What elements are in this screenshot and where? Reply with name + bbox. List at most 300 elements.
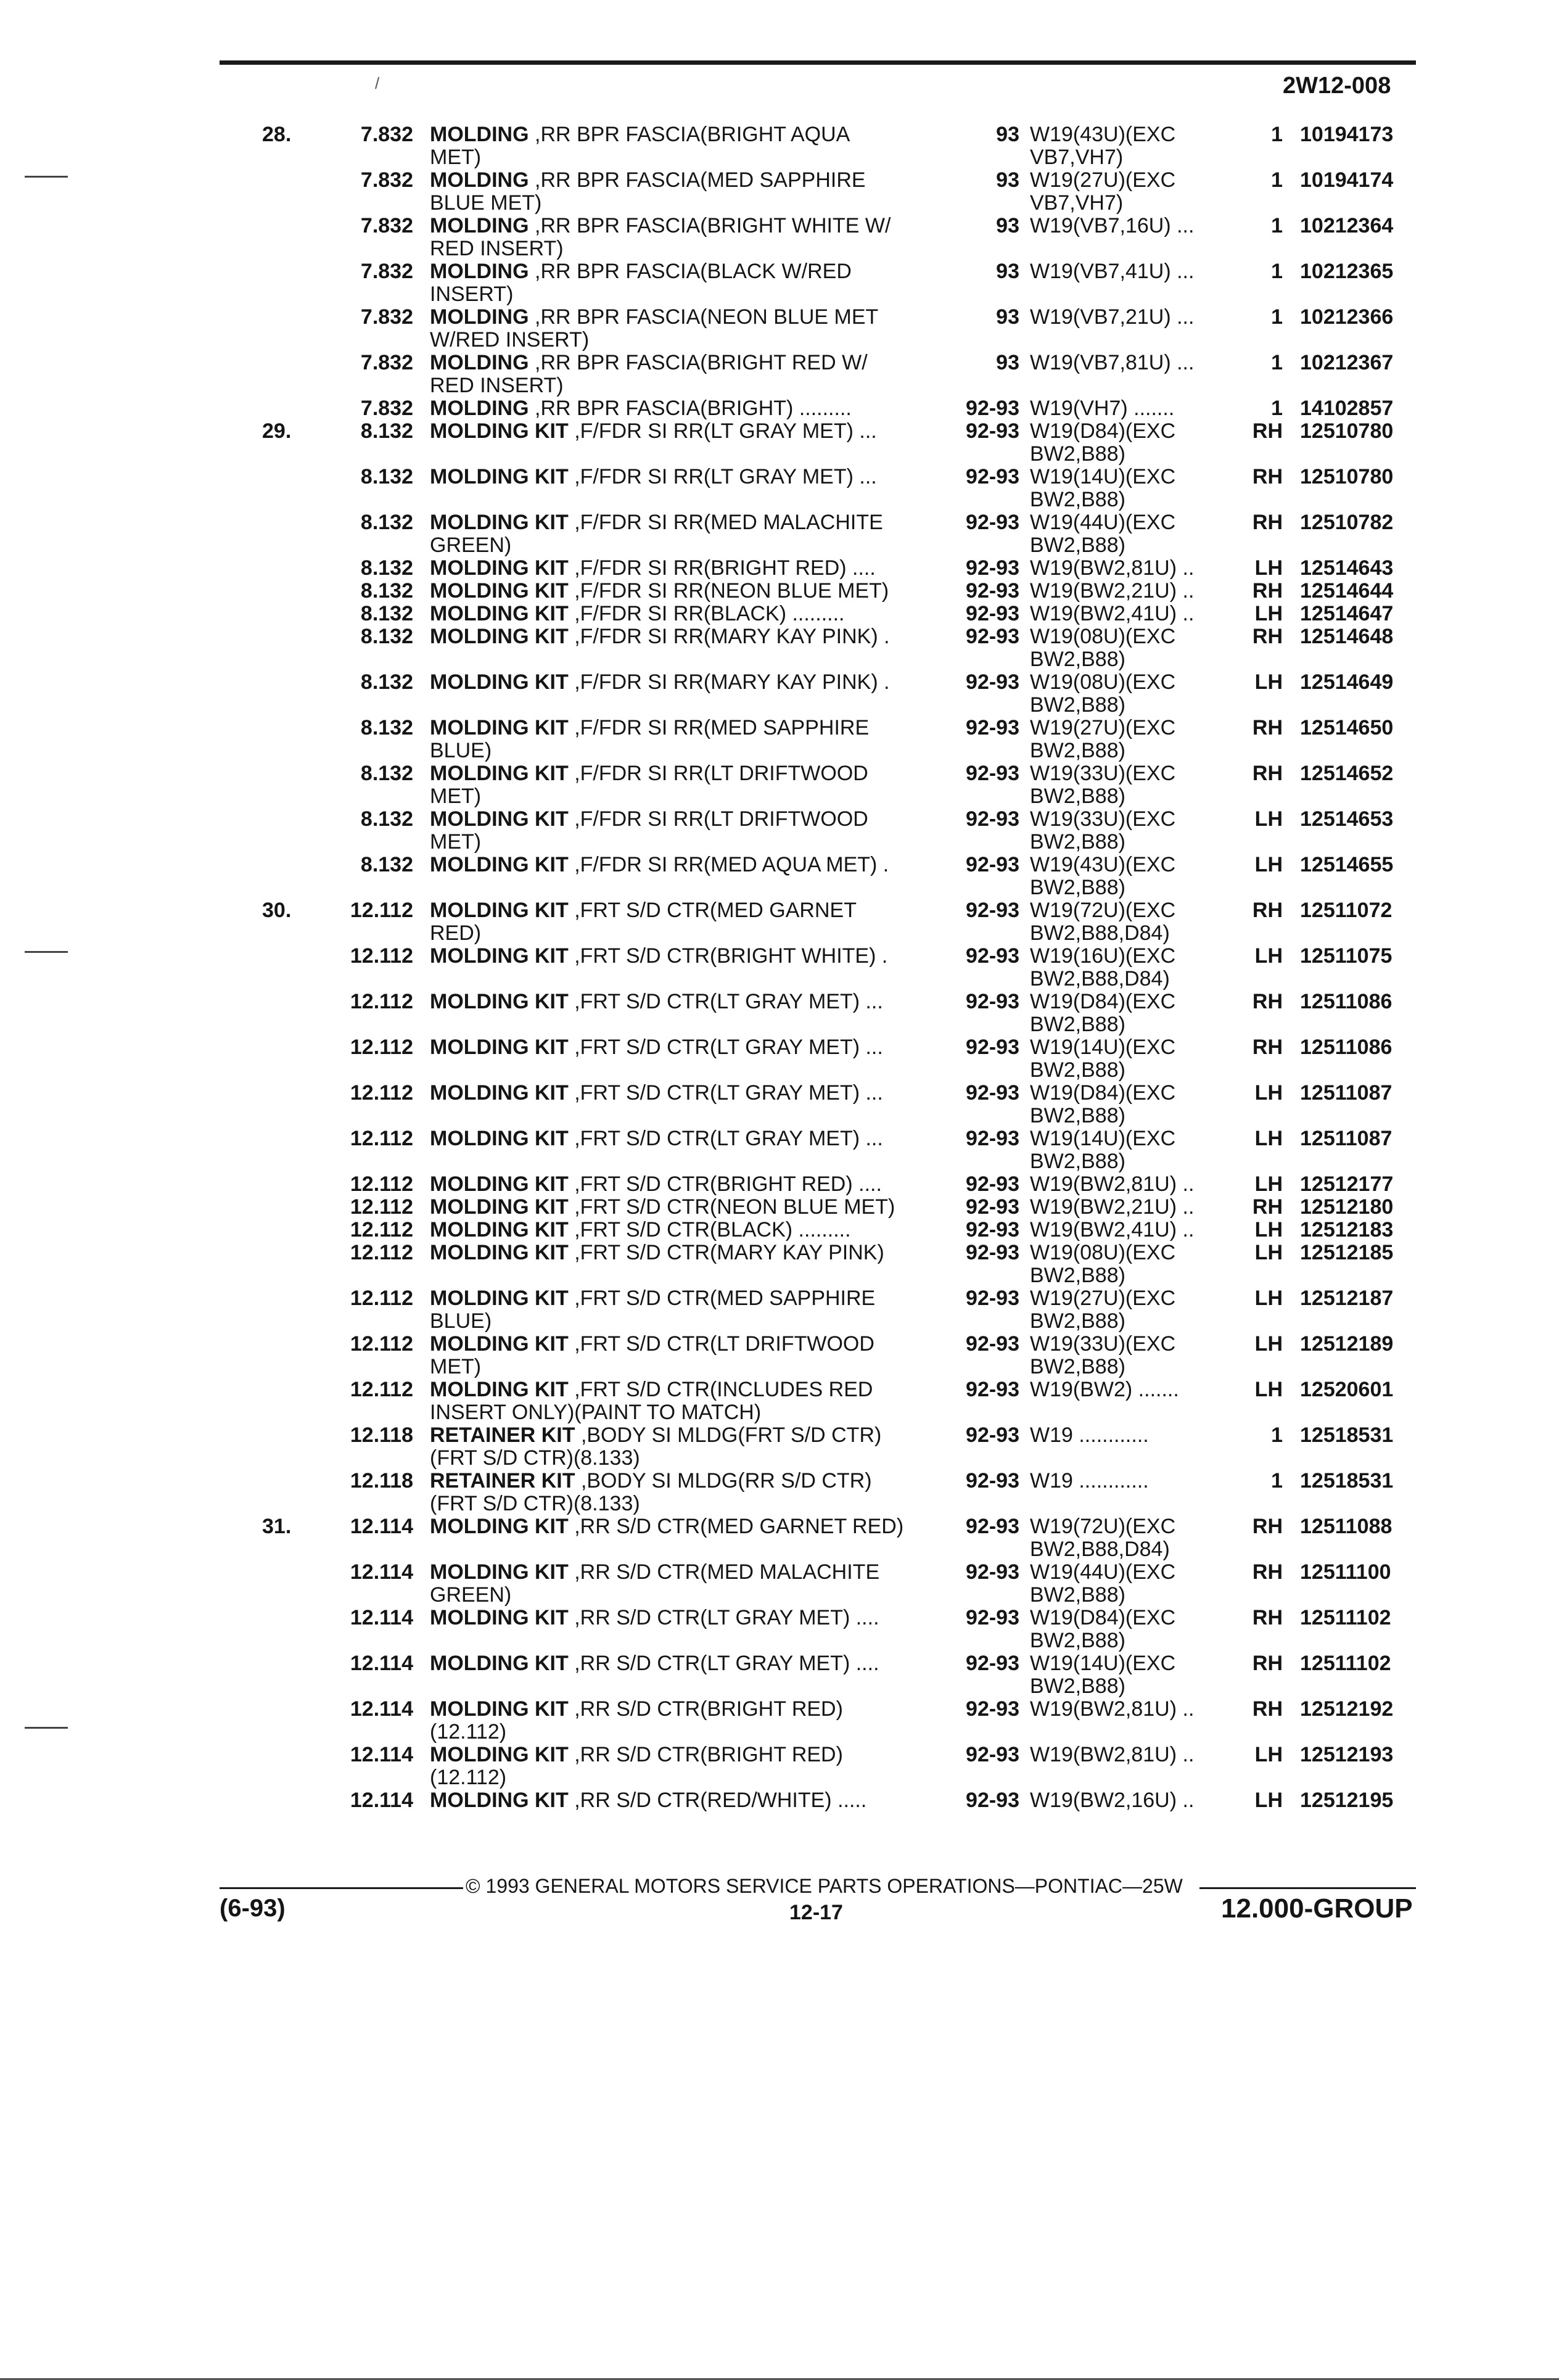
illustration-ref: 12.114 <box>350 1560 413 1584</box>
part-description <box>430 625 923 648</box>
part-description <box>430 352 923 397</box>
part-name: MOLDING KIT <box>430 625 569 648</box>
quantity: LH <box>1254 556 1283 580</box>
illustration-ref: 12.112 <box>350 1218 413 1241</box>
part-detail: ,RR S/D CTR(BRIGHT RED) (12.112) <box>430 1743 843 1789</box>
quantity: LH <box>1254 1287 1283 1310</box>
part-detail: ,FRT S/D CTR(INCLUDES RED INSERT ONLY)(PAINT TO MATCH) <box>430 1378 873 1424</box>
part-description <box>430 990 923 1013</box>
quantity: LH <box>1254 807 1283 831</box>
part-number: 12514652 <box>1300 762 1394 785</box>
part-detail: ,FRT S/D CTR(LT GRAY MET) ... <box>574 1081 883 1105</box>
illustration-ref: 12.112 <box>350 1241 413 1264</box>
part-number: 12514653 <box>1300 807 1394 831</box>
part-description <box>430 1333 923 1378</box>
table-row <box>0 899 1559 945</box>
quantity: LH <box>1254 1789 1283 1812</box>
parts-list <box>0 123 1559 1812</box>
part-detail: ,FRT S/D CTR(MED GARNET RED) <box>430 899 857 945</box>
footer-rule-right <box>1199 1887 1416 1889</box>
model-years: 92-93 <box>966 397 1019 420</box>
part-description <box>430 1127 923 1150</box>
part-detail: ,RR S/D CTR(MED MALACHITE GREEN) <box>430 1560 880 1607</box>
part-number: 12514643 <box>1300 556 1394 580</box>
table-row <box>0 1515 1559 1561</box>
table-row <box>0 1082 1559 1127</box>
application: W19(72U)(EXC BW2,B88,D84) <box>1030 1515 1176 1561</box>
illustration-ref: 8.132 <box>360 807 413 831</box>
illustration-ref: 7.832 <box>360 214 413 237</box>
part-name: MOLDING KIT <box>430 762 569 785</box>
part-detail: ,F/FDR SI RR(MED AQUA MET) . <box>574 853 889 876</box>
part-detail: ,RR BPR FASCIA(NEON BLUE MET W/RED INSERT) <box>430 305 879 352</box>
part-detail: ,RR S/D CTR(BRIGHT RED) (12.112) <box>430 1697 843 1744</box>
illustration-ref: 7.832 <box>360 260 413 283</box>
model-years: 92-93 <box>966 1172 1019 1196</box>
illustration-ref: 12.112 <box>350 990 413 1013</box>
application: W19(44U)(EXC BW2,B88) <box>1030 1560 1176 1607</box>
part-number: 12514650 <box>1300 716 1394 739</box>
part-detail: ,RR BPR FASCIA(MED SAPPHIRE BLUE MET) <box>430 168 866 215</box>
model-years: 92-93 <box>966 1081 1019 1105</box>
part-description <box>430 1287 923 1333</box>
quantity: RH <box>1252 899 1283 922</box>
table-row <box>0 123 1559 169</box>
part-description <box>430 1082 923 1105</box>
part-name: MOLDING KIT <box>430 716 569 739</box>
model-years: 92-93 <box>966 579 1019 603</box>
part-description <box>430 854 923 876</box>
table-row <box>0 169 1559 215</box>
part-number: 12512177 <box>1300 1172 1394 1196</box>
document-id: 2W12-008 <box>1283 73 1391 99</box>
illustration-ref: 7.832 <box>360 351 413 374</box>
table-row <box>0 1127 1559 1173</box>
revision-date: (6-93) <box>220 1895 286 1922</box>
model-years: 92-93 <box>966 899 1019 922</box>
part-name: MOLDING <box>430 397 529 420</box>
table-row <box>0 717 1559 762</box>
quantity: RH <box>1252 465 1283 488</box>
part-description <box>430 1036 923 1059</box>
quantity: LH <box>1254 944 1283 968</box>
illustration-ref: 12.112 <box>350 1081 413 1105</box>
quantity: RH <box>1252 419 1283 443</box>
part-detail: ,F/FDR SI RR(LT DRIFTWOOD MET) <box>430 807 868 854</box>
quantity: LH <box>1254 1172 1283 1196</box>
part-number: 12512192 <box>1300 1697 1394 1721</box>
part-description <box>430 1378 923 1424</box>
footer-rule-left <box>220 1887 463 1889</box>
part-detail: ,F/FDR SI RR(LT GRAY MET) ... <box>574 465 877 488</box>
table-row <box>0 1333 1559 1378</box>
quantity: LH <box>1254 602 1283 625</box>
part-description <box>430 1219 923 1241</box>
model-years: 92-93 <box>966 1423 1019 1447</box>
part-name: MOLDING KIT <box>430 1127 569 1150</box>
part-description <box>430 260 923 306</box>
table-row <box>0 215 1559 260</box>
application: W19(VB7,16U) ... <box>1030 214 1195 237</box>
quantity: 1 <box>1271 351 1283 374</box>
model-years: 92-93 <box>966 1287 1019 1310</box>
model-years: 92-93 <box>966 1789 1019 1812</box>
table-row <box>0 1196 1559 1219</box>
part-number: 12510780 <box>1300 465 1394 488</box>
quantity: LH <box>1254 1127 1283 1150</box>
part-description <box>430 511 923 557</box>
illustration-ref: 8.132 <box>360 853 413 876</box>
part-number: 10212365 <box>1300 260 1394 283</box>
item-number: 30. <box>262 899 292 922</box>
part-description <box>430 1561 923 1607</box>
application: W19(43U)(EXC VB7,VH7) <box>1030 123 1176 169</box>
model-years: 93 <box>996 351 1019 374</box>
quantity: RH <box>1252 1515 1283 1538</box>
application: W19(BW2,81U) .. <box>1030 1697 1195 1721</box>
part-number: 12512195 <box>1300 1789 1394 1812</box>
part-name: MOLDING KIT <box>430 1378 569 1401</box>
model-years: 92-93 <box>966 1606 1019 1629</box>
part-description <box>430 603 923 625</box>
application: W19(BW2,81U) .. <box>1030 1172 1195 1196</box>
group-label: 12.000-GROUP <box>1221 1893 1413 1924</box>
part-detail: ,RR BPR FASCIA(BRIGHT RED W/ RED INSERT) <box>430 351 868 397</box>
quantity: RH <box>1252 625 1283 648</box>
part-name: MOLDING KIT <box>430 1515 569 1538</box>
illustration-ref: 8.132 <box>360 670 413 694</box>
model-years: 93 <box>996 260 1019 283</box>
part-detail: ,F/FDR SI RR(LT GRAY MET) ... <box>574 419 877 443</box>
application: W19(D84)(EXC BW2,B88) <box>1030 990 1176 1036</box>
part-number: 12511086 <box>1300 1036 1392 1059</box>
application: W19(BW2,16U) .. <box>1030 1789 1195 1812</box>
illustration-ref: 12.112 <box>350 1036 413 1059</box>
part-description <box>430 306 923 352</box>
part-name: MOLDING KIT <box>430 853 569 876</box>
part-number: 12520601 <box>1300 1378 1394 1401</box>
part-name: MOLDING KIT <box>430 556 569 580</box>
application: W19(VB7,81U) ... <box>1030 351 1195 374</box>
application: W19(08U)(EXC BW2,B88) <box>1030 625 1176 671</box>
part-description <box>430 762 923 808</box>
table-row <box>0 1744 1559 1789</box>
model-years: 92-93 <box>966 1241 1019 1264</box>
part-number: 12510780 <box>1300 419 1394 443</box>
part-number: 12511088 <box>1300 1515 1392 1538</box>
table-row <box>0 603 1559 625</box>
application: W19(27U)(EXC BW2,B88) <box>1030 1287 1176 1333</box>
table-row <box>0 1219 1559 1241</box>
part-name: MOLDING <box>430 351 529 374</box>
part-number: 12512185 <box>1300 1241 1394 1264</box>
application: W19(BW2,41U) .. <box>1030 1218 1195 1241</box>
illustration-ref: 12.112 <box>350 1172 413 1196</box>
application: W19(BW2,81U) .. <box>1030 1743 1195 1766</box>
table-row <box>0 1607 1559 1652</box>
part-name: MOLDING KIT <box>430 990 569 1013</box>
table-row <box>0 1698 1559 1744</box>
quantity: LH <box>1254 670 1283 694</box>
part-description <box>430 1241 923 1264</box>
application: W19(08U)(EXC BW2,B88) <box>1030 1241 1176 1287</box>
quantity: LH <box>1254 1378 1283 1401</box>
part-detail: ,FRT S/D CTR(LT GRAY MET) ... <box>574 1127 883 1150</box>
illustration-ref: 12.112 <box>350 1378 413 1401</box>
quantity: RH <box>1252 1652 1283 1675</box>
application: W19(72U)(EXC BW2,B88,D84) <box>1030 899 1176 945</box>
table-row <box>0 1789 1559 1812</box>
part-description <box>430 899 923 945</box>
part-detail: ,F/FDR SI RR(BLACK) ......... <box>574 602 845 625</box>
application: W19(D84)(EXC BW2,B88) <box>1030 419 1176 466</box>
quantity: 1 <box>1271 260 1283 283</box>
illustration-ref: 12.112 <box>350 1287 413 1310</box>
part-number: 10194173 <box>1300 123 1394 146</box>
part-number: 12518531 <box>1300 1469 1394 1493</box>
application: W19(VB7,41U) ... <box>1030 260 1195 283</box>
part-description <box>430 466 923 488</box>
part-name: MOLDING KIT <box>430 511 569 534</box>
model-years: 92-93 <box>966 1515 1019 1538</box>
illustration-ref: 12.112 <box>350 1127 413 1150</box>
part-name: MOLDING KIT <box>430 1697 569 1721</box>
model-years: 92-93 <box>966 944 1019 968</box>
part-name: MOLDING KIT <box>430 579 569 603</box>
model-years: 92-93 <box>966 1218 1019 1241</box>
part-number: 10212364 <box>1300 214 1394 237</box>
part-number: 12511100 <box>1300 1560 1391 1584</box>
model-years: 92-93 <box>966 1560 1019 1584</box>
illustration-ref: 12.112 <box>350 1332 413 1356</box>
model-years: 92-93 <box>966 1697 1019 1721</box>
illustration-ref: 8.132 <box>360 511 413 534</box>
part-description <box>430 1196 923 1219</box>
table-row <box>0 1561 1559 1607</box>
part-detail: ,FRT S/D CTR(BRIGHT RED) .... <box>574 1172 882 1196</box>
illustration-ref: 8.132 <box>360 465 413 488</box>
part-name: MOLDING KIT <box>430 1789 569 1812</box>
illustration-ref: 12.114 <box>350 1515 413 1538</box>
application: W19 ............ <box>1030 1423 1149 1447</box>
part-name: MOLDING KIT <box>430 1606 569 1629</box>
page-number: 12-17 <box>789 1901 843 1924</box>
part-detail: ,F/FDR SI RR(MED SAPPHIRE BLUE) <box>430 716 870 762</box>
model-years: 93 <box>996 305 1019 329</box>
table-row <box>0 671 1559 717</box>
part-number: 12518531 <box>1300 1423 1394 1447</box>
quantity: RH <box>1252 716 1283 739</box>
quantity: RH <box>1252 1036 1283 1059</box>
quantity: 1 <box>1271 1469 1283 1493</box>
application: W19(BW2,81U) .. <box>1030 556 1195 580</box>
part-detail: ,RR BPR FASCIA(BRIGHT) ......... <box>535 397 852 420</box>
illustration-ref: 12.114 <box>350 1606 413 1629</box>
part-description <box>430 1789 923 1812</box>
application: W19(BW2,21U) .. <box>1030 1195 1195 1219</box>
part-detail: ,RR BPR FASCIA(BRIGHT WHITE W/ RED INSERT) <box>430 214 891 260</box>
quantity: LH <box>1254 1218 1283 1241</box>
part-description <box>430 945 923 968</box>
part-number: 12511087 <box>1300 1081 1392 1105</box>
part-number: 12514647 <box>1300 602 1394 625</box>
table-row <box>0 625 1559 671</box>
part-number: 10212366 <box>1300 305 1394 329</box>
part-description <box>430 215 923 260</box>
part-number: 12511075 <box>1300 944 1392 968</box>
table-row <box>0 762 1559 808</box>
model-years: 92-93 <box>966 716 1019 739</box>
part-name: RETAINER KIT <box>430 1423 575 1447</box>
illustration-ref: 7.832 <box>360 305 413 329</box>
application: W19(VH7) ....... <box>1030 397 1175 420</box>
part-description <box>430 1424 923 1470</box>
part-detail: ,F/FDR SI RR(LT DRIFTWOOD MET) <box>430 762 868 808</box>
illustration-ref: 12.114 <box>350 1789 413 1812</box>
part-number: 10194174 <box>1300 168 1394 192</box>
part-name: MOLDING KIT <box>430 1241 569 1264</box>
application: W19(16U)(EXC BW2,B88,D84) <box>1030 944 1176 990</box>
illustration-ref: 12.118 <box>350 1423 413 1447</box>
part-detail: ,F/FDR SI RR(MED MALACHITE GREEN) <box>430 511 883 557</box>
part-detail: ,F/FDR SI RR(NEON BLUE MET) <box>574 579 889 603</box>
quantity: RH <box>1252 762 1283 785</box>
item-number: 29. <box>262 419 292 443</box>
illustration-ref: 12.112 <box>350 944 413 968</box>
table-row <box>0 420 1559 466</box>
table-row <box>0 511 1559 557</box>
model-years: 92-93 <box>966 465 1019 488</box>
part-name: MOLDING <box>430 305 529 329</box>
top-rule <box>220 60 1416 65</box>
quantity: RH <box>1252 1560 1283 1584</box>
application: W19(27U)(EXC BW2,B88) <box>1030 716 1176 762</box>
application: W19 ............ <box>1030 1469 1149 1493</box>
model-years: 92-93 <box>966 990 1019 1013</box>
illustration-ref: 12.114 <box>350 1743 413 1766</box>
application: W19(BW2) ....... <box>1030 1378 1179 1401</box>
model-years: 92-93 <box>966 807 1019 831</box>
part-detail: ,FRT S/D CTR(MED SAPPHIRE BLUE) <box>430 1287 876 1333</box>
illustration-ref: 12.118 <box>350 1469 413 1493</box>
table-row <box>0 1173 1559 1196</box>
part-detail: ,RR BPR FASCIA(BRIGHT AQUA MET) <box>430 123 850 169</box>
model-years: 92-93 <box>966 1127 1019 1150</box>
illustration-ref: 8.132 <box>360 419 413 443</box>
part-name: MOLDING KIT <box>430 899 569 922</box>
illustration-ref: 7.832 <box>360 123 413 146</box>
part-detail: ,BODY SI MLDG(FRT S/D CTR) (FRT S/D CTR)(8.133) <box>430 1423 882 1470</box>
table-row <box>0 1424 1559 1470</box>
table-row <box>0 306 1559 352</box>
quantity: 1 <box>1271 305 1283 329</box>
table-row <box>0 466 1559 511</box>
illustration-ref: 8.132 <box>360 716 413 739</box>
part-name: MOLDING KIT <box>430 602 569 625</box>
table-row <box>0 397 1559 420</box>
model-years: 92-93 <box>966 1195 1019 1219</box>
part-name: MOLDING KIT <box>430 1743 569 1766</box>
illustration-ref: 8.132 <box>360 762 413 785</box>
part-number: 12511072 <box>1300 899 1392 922</box>
application: W19(14U)(EXC BW2,B88) <box>1030 1652 1176 1698</box>
part-name: MOLDING KIT <box>430 419 569 443</box>
application: W19(44U)(EXC BW2,B88) <box>1030 511 1176 557</box>
part-detail: ,BODY SI MLDG(RR S/D CTR) (FRT S/D CTR)(8.133) <box>430 1469 872 1515</box>
quantity: RH <box>1252 1195 1283 1219</box>
quantity: LH <box>1254 1241 1283 1264</box>
table-row <box>0 1241 1559 1287</box>
part-number: 12514649 <box>1300 670 1394 694</box>
part-name: MOLDING KIT <box>430 807 569 831</box>
part-detail: ,FRT S/D CTR(BRIGHT WHITE) . <box>574 944 888 968</box>
application: W19(27U)(EXC VB7,VH7) <box>1030 168 1176 215</box>
illustration-ref: 8.132 <box>360 579 413 603</box>
table-row <box>0 990 1559 1036</box>
quantity: LH <box>1254 1743 1283 1766</box>
model-years: 93 <box>996 123 1019 146</box>
part-number: 12512193 <box>1300 1743 1394 1766</box>
part-number: 12511087 <box>1300 1127 1392 1150</box>
part-detail: ,FRT S/D CTR(NEON BLUE MET) <box>574 1195 895 1219</box>
part-description <box>430 123 923 169</box>
item-number: 28. <box>262 123 292 146</box>
part-name: MOLDING <box>430 123 529 146</box>
quantity: LH <box>1254 1081 1283 1105</box>
part-detail: ,F/FDR SI RR(BRIGHT RED) .... <box>574 556 876 580</box>
model-years: 92-93 <box>966 670 1019 694</box>
part-description <box>430 420 923 443</box>
model-years: 92-93 <box>966 1743 1019 1766</box>
part-detail: ,F/FDR SI RR(MARY KAY PINK) . <box>574 670 890 694</box>
illustration-ref: 8.132 <box>360 556 413 580</box>
part-number: 12512187 <box>1300 1287 1394 1310</box>
part-detail: ,RR S/D CTR(RED/WHITE) ..... <box>574 1789 867 1812</box>
quantity: LH <box>1254 853 1283 876</box>
application: W19(08U)(EXC BW2,B88) <box>1030 670 1176 717</box>
quantity: RH <box>1252 1697 1283 1721</box>
part-name: MOLDING KIT <box>430 1332 569 1356</box>
quantity: RH <box>1252 511 1283 534</box>
part-description <box>430 1744 923 1789</box>
illustration-ref: 12.112 <box>350 1195 413 1219</box>
copyright-notice: © 1993 GENERAL MOTORS SERVICE PARTS OPERATIONS—PONTIAC—25W <box>466 1875 1183 1897</box>
model-years: 93 <box>996 214 1019 237</box>
table-row <box>0 352 1559 397</box>
model-years: 92-93 <box>966 419 1019 443</box>
quantity: 1 <box>1271 123 1283 146</box>
part-detail: ,RR BPR FASCIA(BLACK W/RED INSERT) <box>430 260 852 306</box>
table-row <box>0 808 1559 854</box>
part-number: 12514644 <box>1300 579 1394 603</box>
model-years: 92-93 <box>966 1332 1019 1356</box>
model-years: 92-93 <box>966 1036 1019 1059</box>
part-number: 12512180 <box>1300 1195 1394 1219</box>
application: W19(33U)(EXC BW2,B88) <box>1030 807 1176 854</box>
quantity: RH <box>1252 579 1283 603</box>
part-name: MOLDING KIT <box>430 944 569 968</box>
illustration-ref: 7.832 <box>360 168 413 192</box>
model-years: 93 <box>996 168 1019 192</box>
part-name: MOLDING KIT <box>430 465 569 488</box>
application: W19(D84)(EXC BW2,B88) <box>1030 1606 1176 1652</box>
application: W19(33U)(EXC BW2,B88) <box>1030 762 1176 808</box>
quantity: RH <box>1252 1606 1283 1629</box>
part-name: MOLDING KIT <box>430 1081 569 1105</box>
part-description <box>430 557 923 580</box>
part-detail: ,FRT S/D CTR(LT GRAY MET) ... <box>574 1036 883 1059</box>
part-detail: ,FRT S/D CTR(MARY KAY PINK) <box>574 1241 884 1264</box>
